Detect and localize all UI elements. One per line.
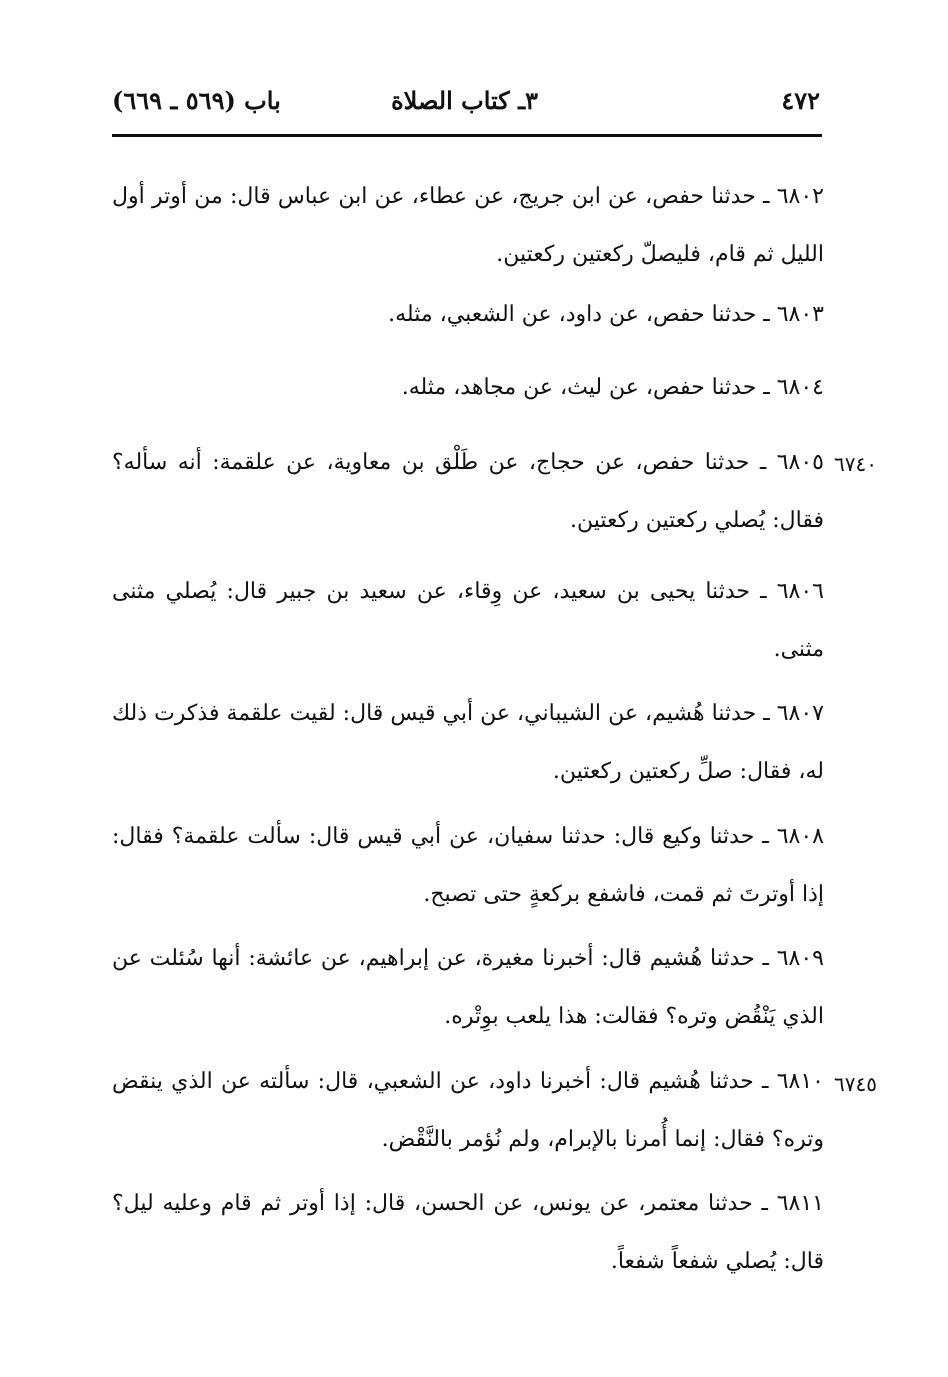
hadith-6803	[112, 286, 824, 344]
page-header	[112, 86, 820, 126]
hadith-6802	[112, 168, 824, 284]
margin-reference: ٦٧٤٠	[834, 452, 877, 476]
margin-reference: ٦٧٤٥	[834, 1072, 877, 1096]
hadith-text: ٦٨٠٤ ـ حدثنا حفص، عن ليث، عن مجاهد، مثله.	[401, 375, 824, 400]
hadith-text: ٦٨٠٧ ـ حدثنا هُشيم، عن الشيباني، عن أبي قيس قال: لقيت علقمة فذكرت ذلك له، فقال: صلِّ ركعتين ركعتين.	[112, 701, 824, 784]
page-number: ٤٧٢	[781, 86, 820, 115]
hadith-text: ٦٨٠٢ ـ حدثنا حفص، عن ابن جريج، عن عطاء، عن ابن عباس قال: من أوتر أول الليل ثم قام، فليصلّ ركعتين ركعتين.	[112, 184, 824, 267]
hadith-text: ٦٨٠٣ ـ حدثنا حفص، عن داود، عن الشعبي، مثله.	[388, 302, 824, 327]
hadith-6807	[112, 685, 824, 801]
hadith-6810	[112, 1053, 824, 1169]
chapter-range: باب (٥٦٩ ـ ٦٦٩)	[112, 86, 281, 115]
hadith-text: ٦٨٠٦ ـ حدثنا يحيى بن سعيد، عن وِقاء، عن سعيد بن جبير قال: يُصلي مثنى مثنى.	[112, 579, 824, 662]
header-rule	[112, 134, 822, 137]
hadith-text: ٦٨٠٥ ـ حدثنا حفص، عن حجاج، عن طَلْق بن معاوية، عن علقمة: أنه سأله؟ فقال: يُصلي ركعتين ركعتين.	[112, 450, 824, 533]
hadith-6808	[112, 808, 824, 924]
hadith-6809	[112, 930, 824, 1046]
hadith-6805	[112, 434, 824, 550]
hadith-6806	[112, 563, 824, 679]
book-title: ٣ـ كتاب الصلاة	[391, 86, 538, 115]
hadith-6811	[112, 1175, 824, 1291]
hadith-6804	[112, 359, 824, 417]
hadith-text: ٦٨٠٩ ـ حدثنا هُشيم قال: أخبرنا مغيرة، عن إبراهيم، عن عائشة: أنها سُئلت عن الذي يَنْقُض وتره؟ فقالت: هذا يلعب بوِتْره.	[112, 946, 824, 1029]
hadith-text: ٦٨١١ ـ حدثنا معتمر، عن يونس، عن الحسن، قال: إذا أوتر ثم قام وعليه ليل؟ قال: يُصلي شفعاً شفعاً.	[112, 1191, 824, 1274]
hadith-text: ٦٨١٠ ـ حدثنا هُشيم قال: أخبرنا داود، عن الشعبي، قال: سألته عن الذي ينقض وتره؟ فقال: إنما أُمرنا بالإبرام، ولم نُؤمر بالنَّقْض.	[112, 1069, 824, 1152]
hadith-text: ٦٨٠٨ ـ حدثنا وكيع قال: حدثنا سفيان، عن أبي قيس قال: سألت علقمة؟ فقال: إذا أوترتَ ثم قمت، فاشفع بركعةٍ حتى تصبح.	[112, 824, 824, 907]
